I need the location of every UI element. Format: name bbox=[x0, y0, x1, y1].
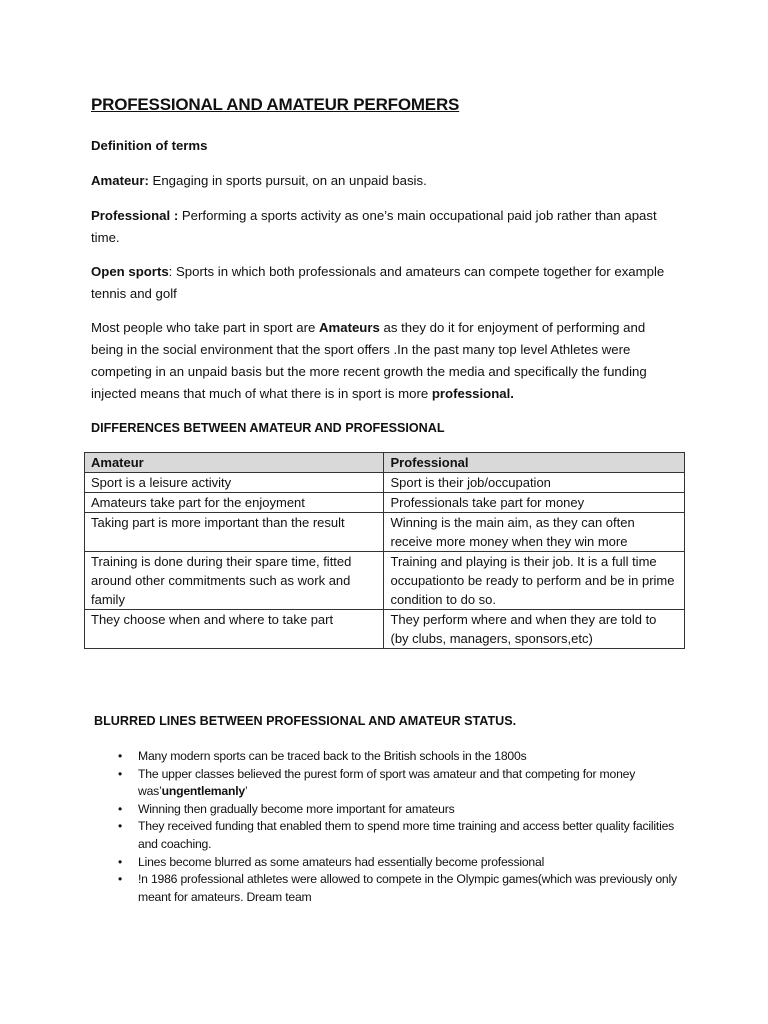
list-item-text: Winning then gradually become more important for amateurs bbox=[138, 801, 455, 816]
definition-amateur-text: Engaging in sports pursuit, on an unpaid basis. bbox=[148, 173, 427, 188]
table-cell: Training and playing is their job. It is a full time occupationto be ready to perform and be in prime condition to do so. bbox=[384, 552, 685, 610]
table-row bbox=[85, 610, 685, 649]
bullet-icon: • bbox=[118, 801, 123, 816]
term-professional: Professional : bbox=[91, 208, 179, 223]
list-item bbox=[118, 818, 688, 853]
blurred-lines-list bbox=[118, 748, 688, 906]
table-row bbox=[85, 473, 685, 493]
list-item bbox=[118, 871, 688, 906]
definition-professional-text: Performing a sports activity as one’s main occupational paid job rather than apast time. bbox=[91, 208, 657, 245]
definition-open-sports-text: : Sports in which both professionals and amateurs can compete together for example tennis and golf bbox=[91, 264, 665, 301]
table-cell: They perform where and when they are told to (by clubs, managers, sponsors,etc) bbox=[384, 610, 685, 649]
table-cell: Amateurs take part for the enjoyment bbox=[85, 493, 384, 513]
table-row bbox=[85, 552, 685, 610]
definition-open-sports bbox=[91, 261, 681, 305]
document-title: PROFESSIONAL AND AMATEUR PERFOMERS bbox=[91, 95, 460, 114]
bullet-icon: • bbox=[118, 854, 123, 869]
table-row bbox=[85, 513, 685, 552]
list-item-text: The upper classes believed the purest form of sport was amateur and that competing for money was’ bbox=[138, 766, 636, 799]
intro-bold-amateurs: Amateurs bbox=[318, 320, 380, 335]
term-amateur: Amateur: bbox=[91, 173, 149, 188]
header-amateur: Amateur bbox=[85, 453, 384, 473]
list-item-bold: ungentlemanly bbox=[161, 784, 245, 799]
definition-professional bbox=[91, 205, 681, 249]
term-open-sports: Open sports bbox=[91, 264, 169, 279]
table-cell: Taking part is more important than the result bbox=[85, 513, 384, 552]
definition-amateur bbox=[91, 170, 681, 192]
list-item-text: !n 1986 professional athletes were allowed to compete in the Olympic games(which was previously only meant for amateurs. Dream team bbox=[138, 872, 677, 904]
blurred-lines-heading: BLURRED LINES BETWEEN PROFESSIONAL AND AMATEUR STATUS. bbox=[94, 714, 517, 728]
intro-part2: as they do it for enjoyment of performing and being in the social environment that the sport offers .In the past many top level Athletes were competing in an unpaid basis but the more recent growth the media and specifically the funding injected means that much of what there is in sport is more bbox=[91, 320, 647, 401]
list-item bbox=[118, 766, 688, 801]
list-item-text: Many modern sports can be traced back to the British schools in the 1800s bbox=[138, 749, 527, 763]
table-cell: Professionals take part for money bbox=[384, 493, 685, 513]
table-row bbox=[85, 493, 685, 513]
table-cell: Sport is their job/occupation bbox=[384, 473, 685, 493]
header-professional: Professional bbox=[384, 453, 685, 473]
comparison-table bbox=[84, 452, 685, 649]
differences-heading: DIFFERENCES BETWEEN AMATEUR AND PROFESSIONAL bbox=[91, 421, 445, 435]
table-header-row bbox=[85, 453, 685, 473]
list-item bbox=[118, 748, 688, 766]
intro-part1: Most people who take part in sport are bbox=[91, 320, 319, 335]
bullet-icon: • bbox=[118, 872, 123, 887]
list-item-text: Lines become blurred as some amateurs had essentially become professional bbox=[138, 854, 545, 869]
definition-heading: Definition of terms bbox=[91, 138, 208, 153]
table-cell: They choose when and where to take part bbox=[85, 610, 384, 649]
list-item-text: They received funding that enabled them to spend more time training and access better quality facilities and coaching. bbox=[138, 819, 675, 851]
bullet-icon: • bbox=[118, 749, 123, 763]
bullet-icon: • bbox=[118, 819, 123, 834]
intro-bold-professional: professional. bbox=[431, 386, 514, 401]
list-item bbox=[118, 854, 688, 872]
list-item-text-end: ’ bbox=[245, 784, 248, 799]
table-cell: Training is done during their spare time, fitted around other commitments such as work and family bbox=[85, 552, 384, 610]
table-cell: Sport is a leisure activity bbox=[85, 473, 384, 493]
bullet-icon: • bbox=[118, 766, 123, 781]
list-item bbox=[118, 801, 688, 819]
table-cell: Winning is the main aim, as they can often receive more money when they win more bbox=[384, 513, 685, 552]
intro-paragraph bbox=[91, 317, 681, 405]
